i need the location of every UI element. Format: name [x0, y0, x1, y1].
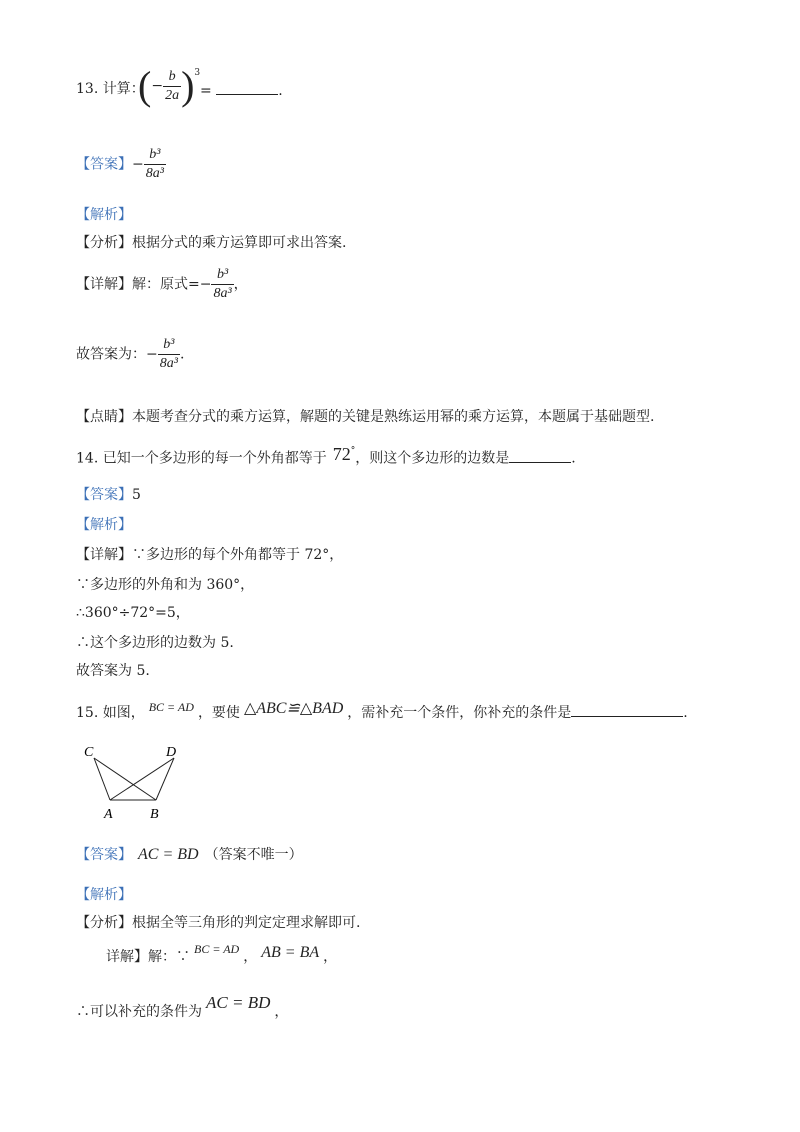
q14-answer: 【答案】5: [76, 487, 141, 503]
answer-blank: [216, 80, 278, 95]
q13-dianjing: 【点睛】本题考查分式的乘方运算，解题的关键是熟练运用幂的乘方运算，本题属于基础题型.: [76, 409, 655, 425]
q15-answer: 【答案】 AC = BD （答案不唯一）: [76, 846, 303, 863]
point-D-label: D: [166, 745, 177, 760]
q15-last: ∴可以补充的条件为 AC = BD ，: [76, 993, 289, 1020]
answer-blank: [509, 448, 571, 463]
q14-line3: ∴360°÷72°=5，: [76, 605, 190, 621]
point-C-label: C: [84, 745, 94, 760]
q15-fenxi: 【分析】根据全等三角形的判定定理求解即可.: [76, 915, 361, 931]
q13-label: 13. 计算：: [76, 81, 145, 97]
q13-fraction: $\frac{b}{2a}$: [165, 68, 180, 103]
quadrilateral-figure: [78, 742, 188, 822]
q13-detail: 【详解】解：原式=− $\frac{\text{b³}}{\text{8a³}}$ ，: [76, 267, 248, 301]
segment-DA: [110, 758, 174, 800]
q13-fenxi: 【分析】根据分式的乘方运算即可求出答案.: [76, 235, 347, 251]
q15-stem: 15. 如图， BC = AD ，要使 △ABC≌△BAD ，需补充一个条件，你补充的条件是 .: [76, 700, 688, 721]
q14-line5: 故答案为 5.: [76, 663, 150, 679]
point-B-label: B: [150, 807, 159, 822]
segment-CA: [94, 758, 110, 800]
q15-detail: 详解】解：∵ BC = AD ， AB = BA ，: [106, 942, 338, 965]
q14-analysis-tag: 【解析】: [76, 517, 132, 533]
q14-line4: ∴这个多边形的边数为 5.: [76, 635, 234, 651]
q14-line1: 【详解】∵多边形的每个外角都等于 72°，: [76, 547, 344, 563]
q13-analysis-tag: 【解析】: [76, 207, 132, 223]
q13-expression: (− $\frac{b}{2a}$ )$^3$: [138, 63, 201, 108]
q14-stem: 14. 已知一个多边形的每一个外角都等于 72°，则这个多边形的边数是 .: [76, 443, 576, 467]
segment-CB: [94, 758, 156, 800]
q13-blank-line: = .: [200, 80, 283, 100]
answer-blank: [571, 702, 683, 717]
q14-line2: ∵多边形的外角和为 360°，: [76, 577, 255, 593]
q15-analysis-tag: 【解析】: [76, 887, 132, 903]
point-A-label: A: [104, 807, 113, 822]
q13-answer: 【答案】− $\frac{\text{b³}}{\text{8a³}}$: [76, 147, 164, 181]
q13-so: 故答案为：− $\frac{\text{b³}}{\text{8a³}}$ .: [76, 337, 185, 371]
q13-stem: [76, 80, 145, 98]
